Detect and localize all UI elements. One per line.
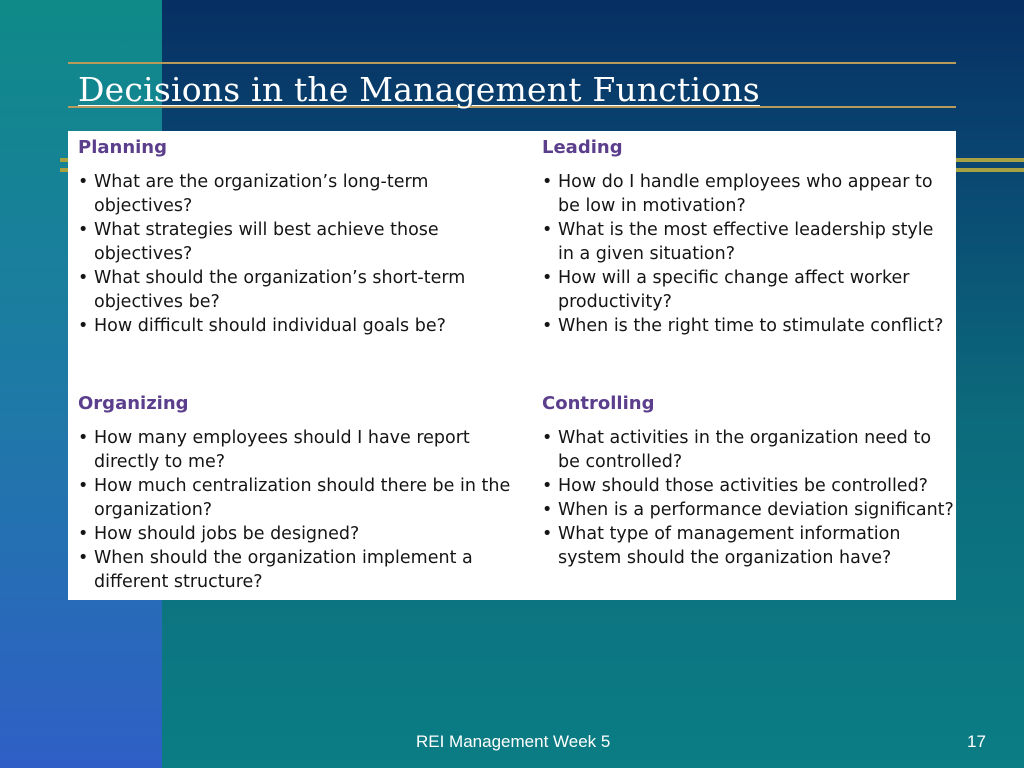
organizing-list [78, 426, 528, 594]
title-top-rule [68, 62, 956, 64]
bullet: • [542, 172, 553, 192]
bullet: • [542, 524, 553, 544]
planning-section [78, 137, 528, 338]
bullet: • [542, 316, 553, 336]
slide-title: Decisions in the Management Functions [78, 70, 760, 109]
controlling-heading: Controlling [542, 393, 655, 414]
page-number: 17 [967, 732, 986, 751]
controlling-list [542, 426, 954, 570]
list-item: • What are the organization’s long-term objectives? [78, 172, 429, 216]
list-item: • How do I handle employees who appear to be low in motivation? [542, 172, 933, 216]
planning-list [78, 170, 528, 338]
bullet: • [78, 524, 89, 544]
leading-section [542, 137, 954, 338]
bullet: • [542, 428, 553, 448]
bullet: • [542, 268, 553, 288]
list-item: • What should the organization’s short-term objectives be? [78, 268, 466, 312]
list-item: • When should the organization implement a different structure? [78, 548, 473, 592]
bullet: • [78, 428, 89, 448]
bullet: • [78, 316, 89, 336]
bullet: • [78, 172, 89, 192]
content-panel [68, 131, 956, 600]
footer-course-text: REI Management Week 5 [416, 732, 611, 751]
organizing-section [78, 393, 528, 594]
leading-heading: Leading [542, 137, 623, 158]
list-item: • When is a performance deviation significant? [542, 500, 954, 520]
leading-list [542, 170, 954, 338]
list-item: • What is the most effective leadership style in a given situation? [542, 220, 934, 264]
organizing-heading: Organizing [78, 393, 189, 414]
bullet: • [542, 500, 553, 520]
bullet: • [78, 220, 89, 240]
planning-heading: Planning [78, 137, 168, 158]
bullet: • [542, 476, 553, 496]
list-item: • How will a specific change affect worker productivity? [542, 268, 910, 312]
right-stripe-2 [956, 168, 1024, 172]
bullet: • [78, 548, 89, 568]
list-item: • How many employees should I have report directly to me? [78, 428, 470, 472]
list-item: • How difficult should individual goals be? [78, 316, 446, 336]
bullet: • [78, 268, 89, 288]
bullet: • [542, 220, 553, 240]
controlling-section [542, 393, 954, 570]
list-item: • What strategies will best achieve those objectives? [78, 220, 439, 264]
list-item: • How should those activities be controlled? [542, 476, 928, 496]
list-item: • How much centralization should there be in the organization? [78, 476, 511, 520]
list-item: • What type of management information system should the organization have? [542, 524, 901, 568]
list-item: • How should jobs be designed? [78, 524, 360, 544]
list-item: • When is the right time to stimulate conflict? [542, 316, 944, 336]
right-stripe-1 [956, 158, 1024, 162]
bullet: • [78, 476, 89, 496]
list-item: • What activities in the organization need to be controlled? [542, 428, 932, 472]
